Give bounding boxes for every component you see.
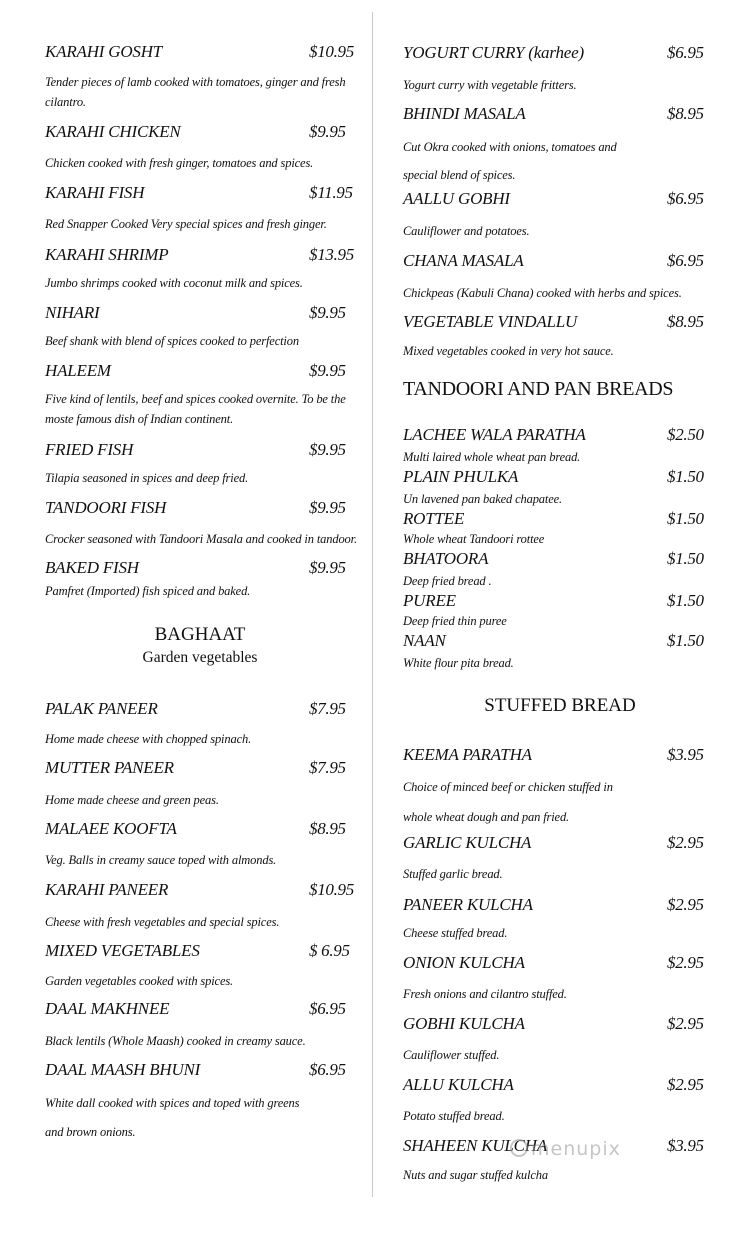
item-name: BAKED FISH bbox=[45, 558, 139, 577]
menupix-logo-icon bbox=[510, 1139, 528, 1157]
item-description: Un lavened pan baked chapatee. bbox=[403, 492, 562, 506]
item-description: Home made cheese with chopped spinach. bbox=[45, 732, 252, 746]
item-price: $1.50 bbox=[667, 591, 704, 610]
item-name: VEGETABLE VINDALLU bbox=[403, 312, 578, 331]
item-name: ONION KULCHA bbox=[403, 953, 525, 972]
item-price: $9.95 bbox=[309, 303, 346, 322]
item-description: Cauliflower and potatoes. bbox=[403, 224, 530, 238]
item-description: Multi laired whole wheat pan bread. bbox=[403, 450, 581, 464]
item-price: $9.95 bbox=[309, 558, 346, 577]
item-name: ROTTEE bbox=[403, 509, 465, 528]
item-price: $2.95 bbox=[667, 895, 704, 914]
item-price: $10.95 bbox=[309, 42, 354, 61]
item-description: Red Snapper Cooked Very special spices and fresh ginger. bbox=[45, 217, 327, 231]
item-name: FRIED FISH bbox=[45, 440, 134, 459]
item-name: ALLU KULCHA bbox=[403, 1075, 514, 1094]
item-name: PALAK PANEER bbox=[45, 699, 158, 718]
item-name: DAAL MAKHNEE bbox=[45, 999, 170, 1018]
item-name: KEEMA PARATHA bbox=[403, 745, 532, 764]
item-description: Crocker seasoned with Tandoori Masala and cooked in tandoor. bbox=[45, 532, 357, 546]
section-title: BAGHAAT bbox=[154, 624, 246, 645]
section-title: TANDOORI AND PAN BREADS bbox=[403, 378, 674, 400]
item-name: KARAHI CHICKEN bbox=[45, 122, 181, 141]
item-name: AALLU GOBHI bbox=[403, 189, 510, 208]
column-divider bbox=[372, 12, 373, 1197]
item-description: Cut Okra cooked with onions, tomatoes and special blend of spices. bbox=[403, 140, 617, 182]
item-name: NIHARI bbox=[45, 303, 100, 322]
item-price: $13.95 bbox=[309, 245, 354, 264]
item-name: KARAHI SHRIMP bbox=[45, 245, 169, 264]
item-name: BHATOORA bbox=[403, 549, 489, 568]
item-price: $7.95 bbox=[309, 758, 346, 777]
item-name: PLAIN PHULKA bbox=[403, 467, 519, 486]
item-name: KARAHI PANEER bbox=[45, 880, 169, 899]
item-price: $2.95 bbox=[667, 833, 704, 852]
item-description: Jumbo shrimps cooked with coconut milk and spices. bbox=[45, 276, 303, 290]
item-name: KARAHI FISH bbox=[45, 183, 145, 202]
item-price: $2.95 bbox=[667, 953, 704, 972]
item-description: Black lentils (Whole Maash) cooked in creamy sauce. bbox=[45, 1034, 306, 1048]
item-price: $1.50 bbox=[667, 467, 704, 486]
item-price: $2.50 bbox=[667, 425, 704, 444]
item-description: Pamfret (Imported) fish spiced and baked. bbox=[45, 584, 251, 598]
item-description: Nuts and sugar stuffed kulcha bbox=[403, 1168, 548, 1182]
item-price: $1.50 bbox=[667, 509, 704, 528]
item-price: $2.95 bbox=[667, 1014, 704, 1033]
item-name: LACHEE WALA PARATHA bbox=[403, 425, 586, 444]
item-description: Whole wheat Tandoori rottee bbox=[403, 532, 545, 546]
item-price: $2.95 bbox=[667, 1075, 704, 1094]
item-price: $10.95 bbox=[309, 880, 354, 899]
item-description: Chickpeas (Kabuli Chana) cooked with herbs and spices. bbox=[403, 286, 682, 300]
item-price: $6.95 bbox=[309, 1060, 346, 1079]
item-description: Tilapia seasoned in spices and deep fried. bbox=[45, 471, 249, 485]
item-price: $8.95 bbox=[309, 819, 346, 838]
item-description: Five kind of lentils, beef and spices cooked overnite. To be the moste famous dish of Indian continent. bbox=[45, 392, 346, 426]
item-name: MUTTER PANEER bbox=[45, 758, 174, 777]
item-description: Chicken cooked with fresh ginger, tomatoes and spices. bbox=[45, 156, 314, 170]
item-name: NAAN bbox=[403, 631, 446, 650]
item-price: $6.95 bbox=[667, 251, 704, 270]
item-name: BHINDI MASALA bbox=[403, 104, 526, 123]
item-description: Deep fried bread . bbox=[403, 574, 492, 588]
item-description: Cheese with fresh vegetables and special spices. bbox=[45, 915, 280, 929]
item-price: $1.50 bbox=[667, 549, 704, 568]
item-description: Cheese stuffed bread. bbox=[403, 926, 508, 940]
item-description: Veg. Balls in creamy sauce toped with almonds. bbox=[45, 853, 277, 867]
watermark-logo bbox=[510, 1138, 621, 1160]
item-price: $7.95 bbox=[309, 699, 346, 718]
item-name: YOGURT CURRY (karhee) bbox=[403, 43, 584, 62]
item-name: PUREE bbox=[403, 591, 456, 610]
item-name: SHAHEEN KULCHA bbox=[403, 1136, 548, 1155]
item-name: GARLIC KULCHA bbox=[403, 833, 532, 852]
item-price: $9.95 bbox=[309, 122, 346, 141]
item-name: TANDOORI FISH bbox=[45, 498, 167, 517]
item-description: Beef shank with blend of spices cooked to perfection bbox=[45, 334, 299, 348]
item-description: White dall cooked with spices and toped with greens and brown onions. bbox=[45, 1096, 300, 1139]
item-description: Choice of minced beef or chicken stuffed in whole wheat dough and pan fried. bbox=[403, 780, 613, 824]
item-name: MIXED VEGETABLES bbox=[45, 941, 200, 960]
item-price: $6.95 bbox=[667, 189, 704, 208]
item-name: GOBHI KULCHA bbox=[403, 1014, 525, 1033]
item-name: KARAHI GOSHT bbox=[45, 42, 163, 61]
item-description: Cauliflower stuffed. bbox=[403, 1048, 500, 1062]
item-price: $3.95 bbox=[667, 745, 704, 764]
item-price: $8.95 bbox=[667, 104, 704, 123]
item-price: $1.50 bbox=[667, 631, 704, 650]
item-description: Home made cheese and green peas. bbox=[45, 793, 219, 807]
section-subtitle: Garden vegetables bbox=[142, 649, 258, 666]
item-name: PANEER KULCHA bbox=[403, 895, 533, 914]
item-name: HALEEM bbox=[45, 361, 111, 380]
item-description: Mixed vegetables cooked in very hot sauce. bbox=[403, 344, 614, 358]
item-price: $ 6.95 bbox=[309, 941, 350, 960]
item-description: Tender pieces of lamb cooked with tomatoes, ginger and fresh cilantro. bbox=[45, 75, 346, 109]
item-description: Deep fried thin puree bbox=[403, 614, 507, 628]
item-price: $9.95 bbox=[309, 440, 346, 459]
item-price: $6.95 bbox=[667, 43, 704, 62]
section-title: STUFFED BREAD bbox=[484, 695, 636, 716]
item-price: $9.95 bbox=[309, 361, 346, 380]
item-description: Yogurt curry with vegetable fritters. bbox=[403, 78, 577, 92]
item-price: $8.95 bbox=[667, 312, 704, 331]
item-description: Fresh onions and cilantro stuffed. bbox=[403, 987, 567, 1001]
item-description: White flour pita bread. bbox=[403, 656, 514, 670]
item-name: DAAL MAASH BHUNI bbox=[45, 1060, 201, 1079]
item-name: MALAEE KOOFTA bbox=[45, 819, 177, 838]
item-description: Potato stuffed bread. bbox=[403, 1109, 505, 1123]
item-price: $11.95 bbox=[309, 183, 353, 202]
item-description: Garden vegetables cooked with spices. bbox=[45, 974, 234, 988]
item-description: Stuffed garlic bread. bbox=[403, 867, 503, 881]
item-price: $3.95 bbox=[667, 1136, 704, 1155]
watermark-text: menupix bbox=[531, 1138, 621, 1160]
item-price: $6.95 bbox=[309, 999, 346, 1018]
item-name: CHANA MASALA bbox=[403, 251, 524, 270]
item-price: $9.95 bbox=[309, 498, 346, 517]
